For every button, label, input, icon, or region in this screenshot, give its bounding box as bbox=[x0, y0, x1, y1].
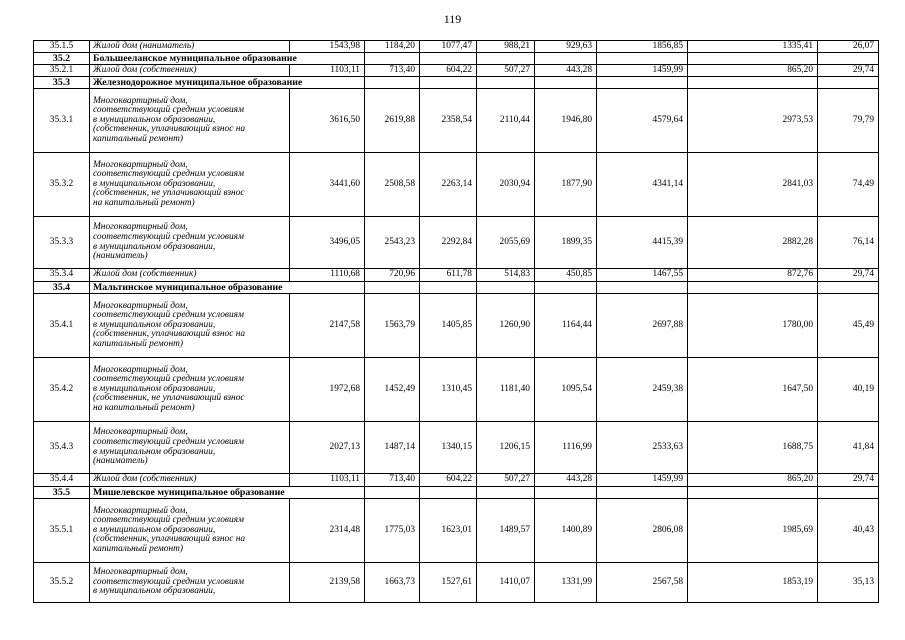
value-cell: 1116,99 bbox=[535, 422, 597, 474]
value-cell: 41,84 bbox=[818, 422, 879, 474]
value-cell: 1972,68 bbox=[290, 358, 365, 422]
row-code: 35.3.2 bbox=[34, 153, 90, 217]
table-row bbox=[34, 294, 879, 358]
empty-cell bbox=[420, 282, 477, 294]
section-code: 35.3 bbox=[34, 77, 90, 89]
section-title: Мальтинское муниципальное образование bbox=[90, 282, 365, 294]
value-cell: 1877,90 bbox=[535, 153, 597, 217]
section-code: 35.5 bbox=[34, 487, 90, 499]
value-cell: 2147,58 bbox=[290, 294, 365, 358]
row-code: 35.3.1 bbox=[34, 89, 90, 153]
value-cell: 1780,00 bbox=[688, 294, 818, 358]
value-cell: 1331,99 bbox=[535, 563, 597, 603]
value-cell: 4415,39 bbox=[597, 217, 688, 269]
value-cell: 2055,69 bbox=[477, 217, 535, 269]
empty-cell bbox=[535, 77, 597, 89]
empty-cell bbox=[535, 282, 597, 294]
page-number: 119 bbox=[443, 12, 462, 26]
row-code: 35.3.4 bbox=[34, 269, 90, 282]
value-cell: 2973,53 bbox=[688, 89, 818, 153]
value-cell: 2543,23 bbox=[365, 217, 420, 269]
value-cell: 507,27 bbox=[477, 474, 535, 487]
section-title: Железнодорожное муниципальное образование bbox=[90, 77, 365, 89]
value-cell: 2110,44 bbox=[477, 89, 535, 153]
empty-cell bbox=[597, 487, 688, 499]
value-cell: 450,85 bbox=[535, 269, 597, 282]
value-cell: 1688,75 bbox=[688, 422, 818, 474]
section-code: 35.2 bbox=[34, 53, 90, 65]
empty-cell bbox=[420, 487, 477, 499]
value-cell: 2314,48 bbox=[290, 499, 365, 563]
value-cell: 1206,15 bbox=[477, 422, 535, 474]
value-cell: 865,20 bbox=[688, 65, 818, 77]
value-cell: 1856,85 bbox=[597, 41, 688, 53]
value-cell: 1946,80 bbox=[535, 89, 597, 153]
empty-cell bbox=[818, 53, 879, 65]
table-row bbox=[34, 153, 879, 217]
value-cell: 1489,57 bbox=[477, 499, 535, 563]
value-cell: 507,27 bbox=[477, 65, 535, 77]
value-cell: 604,22 bbox=[420, 474, 477, 487]
value-cell: 29,74 bbox=[818, 65, 879, 77]
table-row bbox=[34, 563, 879, 603]
table-row bbox=[34, 269, 879, 282]
section-row bbox=[34, 282, 879, 294]
row-name: Жилой дом (наниматель) bbox=[90, 41, 290, 53]
empty-cell bbox=[818, 487, 879, 499]
value-cell: 1985,69 bbox=[688, 499, 818, 563]
value-cell: 865,20 bbox=[688, 474, 818, 487]
value-cell: 2882,28 bbox=[688, 217, 818, 269]
value-cell: 2027,13 bbox=[290, 422, 365, 474]
value-cell: 1663,73 bbox=[365, 563, 420, 603]
empty-cell bbox=[597, 77, 688, 89]
value-cell: 1310,45 bbox=[420, 358, 477, 422]
table-row bbox=[34, 41, 879, 53]
empty-cell bbox=[365, 77, 420, 89]
table-row bbox=[34, 358, 879, 422]
value-cell: 2139,58 bbox=[290, 563, 365, 603]
table-body bbox=[34, 41, 879, 603]
empty-cell bbox=[688, 77, 818, 89]
value-cell: 872,76 bbox=[688, 269, 818, 282]
value-cell: 1335,41 bbox=[688, 41, 818, 53]
empty-cell bbox=[477, 487, 535, 499]
value-cell: 2263,14 bbox=[420, 153, 477, 217]
empty-cell bbox=[365, 487, 420, 499]
row-code: 35.5.2 bbox=[34, 563, 90, 603]
empty-cell bbox=[818, 282, 879, 294]
value-cell: 443,28 bbox=[535, 65, 597, 77]
value-cell: 1103,11 bbox=[290, 65, 365, 77]
value-cell: 3616,50 bbox=[290, 89, 365, 153]
row-name: Многоквартирный дом, соответствующий средним условиям в муниципальном образовании, (собственник, не уплачивающий взнос на капитальный ремонт) bbox=[90, 358, 290, 422]
empty-cell bbox=[597, 53, 688, 65]
empty-cell bbox=[420, 77, 477, 89]
section-title: Мишелевское муниципальное образование bbox=[90, 487, 365, 499]
value-cell: 713,40 bbox=[365, 474, 420, 487]
value-cell: 1400,89 bbox=[535, 499, 597, 563]
value-cell: 1340,15 bbox=[420, 422, 477, 474]
row-name: Жилой дом (собственник) bbox=[90, 269, 290, 282]
value-cell: 45,49 bbox=[818, 294, 879, 358]
row-name: Многоквартирный дом, соответствующий средним условиям в муниципальном образовании, (собственник, уплачивающий взнос на капитальный ремонт) bbox=[90, 294, 290, 358]
empty-cell bbox=[688, 282, 818, 294]
empty-cell bbox=[688, 53, 818, 65]
value-cell: 40,19 bbox=[818, 358, 879, 422]
value-cell: 611,78 bbox=[420, 269, 477, 282]
value-cell: 1527,61 bbox=[420, 563, 477, 603]
empty-cell bbox=[818, 77, 879, 89]
value-cell: 1459,99 bbox=[597, 474, 688, 487]
value-cell: 1623,01 bbox=[420, 499, 477, 563]
value-cell: 514,83 bbox=[477, 269, 535, 282]
table-row bbox=[34, 217, 879, 269]
value-cell: 1077,47 bbox=[420, 41, 477, 53]
value-cell: 35,13 bbox=[818, 563, 879, 603]
value-cell: 2841,03 bbox=[688, 153, 818, 217]
value-cell: 2508,58 bbox=[365, 153, 420, 217]
empty-cell bbox=[477, 53, 535, 65]
value-cell: 76,14 bbox=[818, 217, 879, 269]
empty-cell bbox=[477, 77, 535, 89]
value-cell: 2030,94 bbox=[477, 153, 535, 217]
value-cell: 2567,58 bbox=[597, 563, 688, 603]
value-cell: 1184,20 bbox=[365, 41, 420, 53]
row-code: 35.4.4 bbox=[34, 474, 90, 487]
row-code: 35.4.1 bbox=[34, 294, 90, 358]
value-cell: 1775,03 bbox=[365, 499, 420, 563]
table-row bbox=[34, 65, 879, 77]
value-cell: 929,63 bbox=[535, 41, 597, 53]
empty-cell bbox=[597, 282, 688, 294]
row-code: 35.3.3 bbox=[34, 217, 90, 269]
value-cell: 1110,68 bbox=[290, 269, 365, 282]
value-cell: 2806,08 bbox=[597, 499, 688, 563]
row-code: 35.2.1 bbox=[34, 65, 90, 77]
value-cell: 29,74 bbox=[818, 269, 879, 282]
row-name: Многоквартирный дом, соответствующий средним условиям в муниципальном образовании, (наниматель) bbox=[90, 422, 290, 474]
value-cell: 1410,07 bbox=[477, 563, 535, 603]
value-cell: 2533,63 bbox=[597, 422, 688, 474]
value-cell: 1459,99 bbox=[597, 65, 688, 77]
empty-cell bbox=[477, 282, 535, 294]
value-cell: 29,74 bbox=[818, 474, 879, 487]
value-cell: 1405,85 bbox=[420, 294, 477, 358]
value-cell: 26,07 bbox=[818, 41, 879, 53]
value-cell: 1899,35 bbox=[535, 217, 597, 269]
value-cell: 4579,64 bbox=[597, 89, 688, 153]
value-cell: 40,43 bbox=[818, 499, 879, 563]
row-name: Жилой дом (собственник) bbox=[90, 65, 290, 77]
value-cell: 720,96 bbox=[365, 269, 420, 282]
empty-cell bbox=[688, 487, 818, 499]
value-cell: 1853,19 bbox=[688, 563, 818, 603]
value-cell: 1487,14 bbox=[365, 422, 420, 474]
value-cell: 1181,40 bbox=[477, 358, 535, 422]
value-cell: 1647,50 bbox=[688, 358, 818, 422]
table-row bbox=[34, 422, 879, 474]
value-cell: 2697,88 bbox=[597, 294, 688, 358]
value-cell: 3496,05 bbox=[290, 217, 365, 269]
empty-cell bbox=[535, 53, 597, 65]
row-name: Многоквартирный дом, соответствующий средним условиям в муниципальном образовании, bbox=[90, 563, 290, 603]
value-cell: 1543,98 bbox=[290, 41, 365, 53]
row-code: 35.4.2 bbox=[34, 358, 90, 422]
row-code: 35.4.3 bbox=[34, 422, 90, 474]
section-row bbox=[34, 487, 879, 499]
value-cell: 604,22 bbox=[420, 65, 477, 77]
empty-cell bbox=[420, 53, 477, 65]
row-name: Многоквартирный дом, соответствующий средним условиям в муниципальном образовании, (собственник, уплачивающий взнос на капитальный ремонт) bbox=[90, 89, 290, 153]
value-cell: 79,79 bbox=[818, 89, 879, 153]
table-row bbox=[34, 89, 879, 153]
value-cell: 1164,44 bbox=[535, 294, 597, 358]
row-name: Многоквартирный дом, соответствующий средним условиям в муниципальном образовании, (наниматель) bbox=[90, 217, 290, 269]
value-cell: 4341,14 bbox=[597, 153, 688, 217]
section-code: 35.4 bbox=[34, 282, 90, 294]
value-cell: 1260,90 bbox=[477, 294, 535, 358]
value-cell: 1452,49 bbox=[365, 358, 420, 422]
table-row bbox=[34, 499, 879, 563]
value-cell: 2459,38 bbox=[597, 358, 688, 422]
value-cell: 988,21 bbox=[477, 41, 535, 53]
value-cell: 443,28 bbox=[535, 474, 597, 487]
value-cell: 2619,88 bbox=[365, 89, 420, 153]
value-cell: 1103,11 bbox=[290, 474, 365, 487]
value-cell: 2358,54 bbox=[420, 89, 477, 153]
value-cell: 74,49 bbox=[818, 153, 879, 217]
section-row bbox=[34, 77, 879, 89]
row-name: Многоквартирный дом, соответствующий средним условиям в муниципальном образовании, (собственник, не уплачивающий взнос на капитальный ремонт) bbox=[90, 153, 290, 217]
row-code: 35.1.5 bbox=[34, 41, 90, 53]
row-name: Многоквартирный дом, соответствующий средним условиям в муниципальном образовании, (собственник, уплачивающий взнос на капитальный ремонт) bbox=[90, 499, 290, 563]
empty-cell bbox=[365, 282, 420, 294]
section-title: Большееланское муниципальное образование bbox=[90, 53, 365, 65]
value-cell: 713,40 bbox=[365, 65, 420, 77]
value-cell: 1563,79 bbox=[365, 294, 420, 358]
value-cell: 2292,84 bbox=[420, 217, 477, 269]
row-code: 35.5.1 bbox=[34, 499, 90, 563]
value-cell: 1095,54 bbox=[535, 358, 597, 422]
table-row bbox=[34, 474, 879, 487]
empty-cell bbox=[365, 53, 420, 65]
row-name: Жилой дом (собственник) bbox=[90, 474, 290, 487]
section-row bbox=[34, 53, 879, 65]
tariff-table bbox=[33, 40, 879, 603]
empty-cell bbox=[535, 487, 597, 499]
value-cell: 1467,55 bbox=[597, 269, 688, 282]
value-cell: 3441,60 bbox=[290, 153, 365, 217]
